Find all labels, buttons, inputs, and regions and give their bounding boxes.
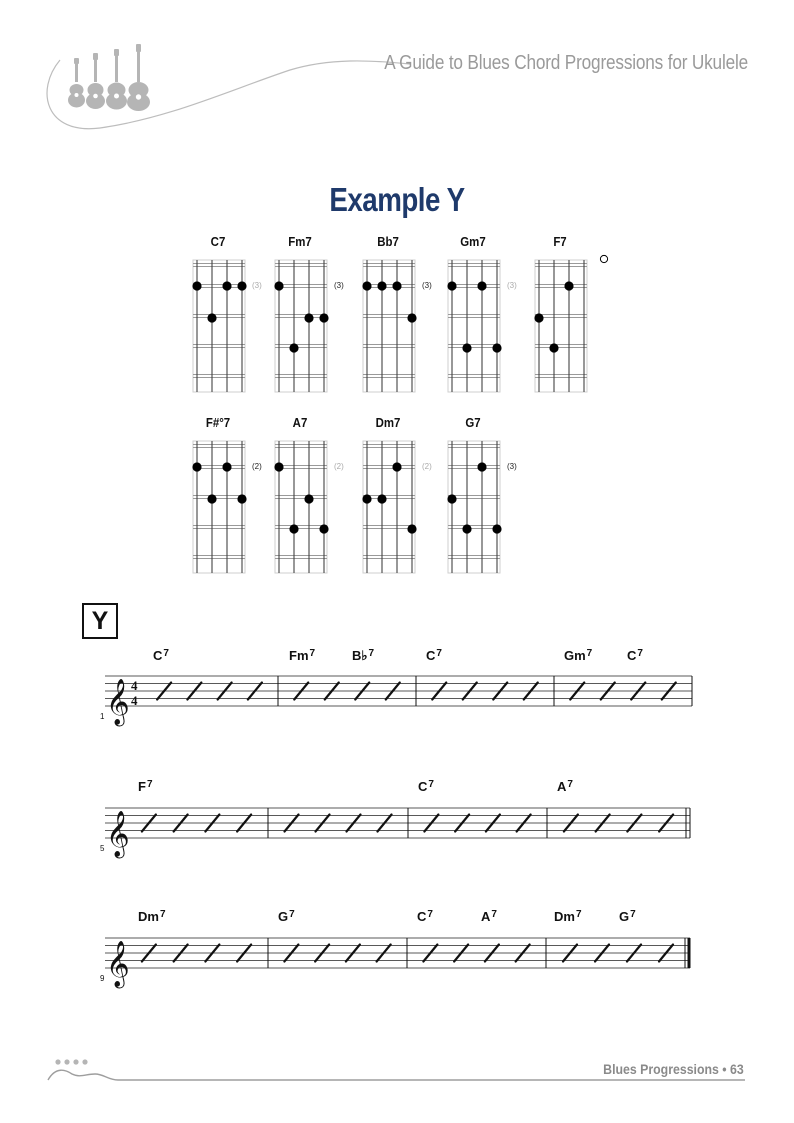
finger-dot — [407, 313, 416, 322]
staff — [0, 928, 794, 1008]
finger-dot — [192, 281, 201, 290]
chord-root: C — [627, 648, 637, 663]
chord-frame — [448, 441, 500, 573]
chord-name: C7 — [210, 234, 226, 249]
finger-dot — [237, 281, 246, 290]
chord-diagram — [356, 415, 432, 595]
chord-root: B♭ — [352, 648, 368, 663]
finger-dot — [377, 494, 386, 503]
finger-dot — [237, 494, 246, 503]
chord-diagram — [441, 415, 517, 595]
chord-quality: 7 — [586, 648, 593, 659]
finger-dot — [319, 524, 328, 533]
chord-frame — [535, 260, 587, 392]
chord-name: Fm7 — [288, 234, 312, 249]
finger-dot — [462, 343, 471, 352]
treble-clef: 𝄞 — [106, 679, 130, 725]
chord-quality: 7 — [146, 779, 153, 790]
open-string-marker — [600, 255, 607, 262]
chord-diagram — [268, 415, 344, 595]
chord-symbol — [417, 909, 433, 924]
chord-grid — [441, 234, 531, 414]
chord-root: G — [619, 909, 630, 924]
chord-quality: 7 — [436, 648, 442, 659]
chord-symbol — [564, 648, 592, 663]
chord-grid — [186, 234, 276, 414]
chord-symbol — [627, 648, 643, 663]
chord-name: F#°7 — [205, 415, 231, 430]
fret-position-label: (3) — [334, 281, 344, 290]
fret-position-label: (3) — [507, 281, 517, 290]
finger-dot — [477, 281, 486, 290]
fret-position-label: (3) — [422, 281, 432, 290]
finger-dot — [192, 462, 201, 471]
chord-symbol — [352, 648, 374, 664]
finger-dot — [392, 281, 401, 290]
finger-dot — [207, 313, 216, 322]
fret-position-label: (2) — [252, 462, 262, 471]
chord-root: F — [138, 779, 146, 794]
chord-diagram — [356, 234, 432, 414]
chord-frame — [363, 260, 415, 392]
chord-frame — [275, 260, 327, 392]
chord-grid — [528, 234, 618, 414]
chord-grid — [268, 415, 358, 595]
finger-dot — [289, 524, 298, 533]
chord-grid — [268, 234, 358, 414]
chord-root: C — [426, 648, 436, 663]
chord-quality: 7 — [491, 909, 497, 920]
finger-dot — [377, 281, 386, 290]
chord-diagram — [186, 415, 262, 595]
staff — [0, 798, 794, 878]
finger-dot — [274, 462, 283, 471]
chord-frame — [193, 441, 245, 573]
finger-dot — [477, 462, 486, 471]
chord-symbol — [557, 779, 573, 794]
chord-symbol — [481, 909, 497, 924]
chord-root: Gm — [564, 648, 586, 663]
chord-root: A — [481, 909, 491, 924]
treble-clef: 𝄞 — [106, 941, 130, 987]
finger-dot — [304, 313, 313, 322]
chord-name: Gm7 — [460, 234, 486, 249]
chord-quality: 7 — [368, 648, 375, 659]
finger-dot — [362, 494, 371, 503]
chord-diagram — [528, 234, 592, 414]
chord-name: A7 — [292, 415, 308, 430]
chord-root: C — [417, 909, 427, 924]
measure-number: 5 — [100, 844, 105, 853]
chord-root: C — [153, 648, 163, 663]
ukulele-family-icon — [68, 44, 150, 111]
chord-symbol — [619, 909, 636, 924]
time-signature-bottom: 4 — [131, 693, 138, 708]
chord-diagram — [441, 234, 517, 414]
chord-frame — [193, 260, 245, 392]
finger-dot — [289, 343, 298, 352]
finger-dot — [407, 524, 416, 533]
chord-symbol — [138, 779, 153, 794]
chord-symbol — [153, 648, 169, 663]
chord-quality: 7 — [289, 909, 295, 920]
example-title: Example Y — [329, 181, 465, 218]
staff — [0, 666, 794, 746]
chord-quality: 7 — [575, 909, 582, 920]
finger-dot — [319, 313, 328, 322]
chord-root: Fm — [289, 648, 309, 663]
finger-dot — [222, 281, 231, 290]
chord-symbol — [289, 648, 315, 663]
chord-root: Dm — [138, 909, 159, 924]
chord-symbol — [426, 648, 442, 663]
chord-symbol — [554, 909, 582, 924]
time-signature-top: 4 — [131, 678, 138, 693]
chord-diagram — [186, 234, 262, 414]
finger-dot — [492, 343, 501, 352]
finger-dot — [304, 494, 313, 503]
finger-dot — [274, 281, 283, 290]
treble-clef: 𝄞 — [106, 811, 130, 857]
header-title: A Guide to Blues Chord Progressions for Ukulele — [384, 52, 748, 74]
chord-symbol — [278, 909, 295, 924]
chord-grid — [186, 415, 276, 595]
chord-root: G — [278, 909, 289, 924]
chord-quality: 7 — [427, 909, 433, 920]
chord-symbol — [138, 909, 166, 924]
chord-quality: 7 — [309, 648, 316, 659]
chord-grid — [441, 415, 531, 595]
final-barline — [688, 938, 691, 968]
finger-dot — [549, 343, 558, 352]
finger-dot — [462, 524, 471, 533]
chord-frame — [275, 441, 327, 573]
chord-root: A — [557, 779, 567, 794]
chord-frame — [448, 260, 500, 392]
chord-quality: 7 — [630, 909, 636, 920]
fret-position-label: (2) — [422, 462, 432, 471]
chord-root: Dm — [554, 909, 575, 924]
finger-dot — [534, 313, 543, 322]
chord-grid — [356, 415, 446, 595]
chord-quality: 7 — [567, 779, 573, 790]
finger-dot — [207, 494, 216, 503]
finger-dot — [447, 281, 456, 290]
chord-root: C — [418, 779, 428, 794]
chord-quality: 7 — [159, 909, 166, 920]
measure-number: 1 — [100, 712, 105, 721]
finger-dot — [362, 281, 371, 290]
chord-quality: 7 — [428, 779, 434, 790]
finger-dot — [492, 524, 501, 533]
section-label-box: Y — [82, 603, 118, 639]
finger-dot — [447, 494, 456, 503]
chord-frame — [363, 441, 415, 573]
chord-diagram — [268, 234, 344, 414]
fret-position-label: (2) — [334, 462, 344, 471]
chord-name: F7 — [553, 234, 567, 249]
chord-name: G7 — [465, 415, 481, 430]
fret-position-label: (3) — [507, 462, 517, 471]
measure-number: 9 — [100, 974, 105, 983]
finger-dot — [564, 281, 573, 290]
chord-grid — [356, 234, 446, 414]
chord-quality: 7 — [637, 648, 643, 659]
finger-dot — [392, 462, 401, 471]
finger-dot — [222, 462, 231, 471]
chord-name: Dm7 — [375, 415, 401, 430]
footer-page-label: Blues Progressions • 63 — [603, 1061, 744, 1077]
chord-name: Bb7 — [377, 234, 399, 249]
chord-symbol — [418, 779, 434, 794]
chord-quality: 7 — [163, 648, 169, 659]
fret-position-label: (3) — [252, 281, 262, 290]
